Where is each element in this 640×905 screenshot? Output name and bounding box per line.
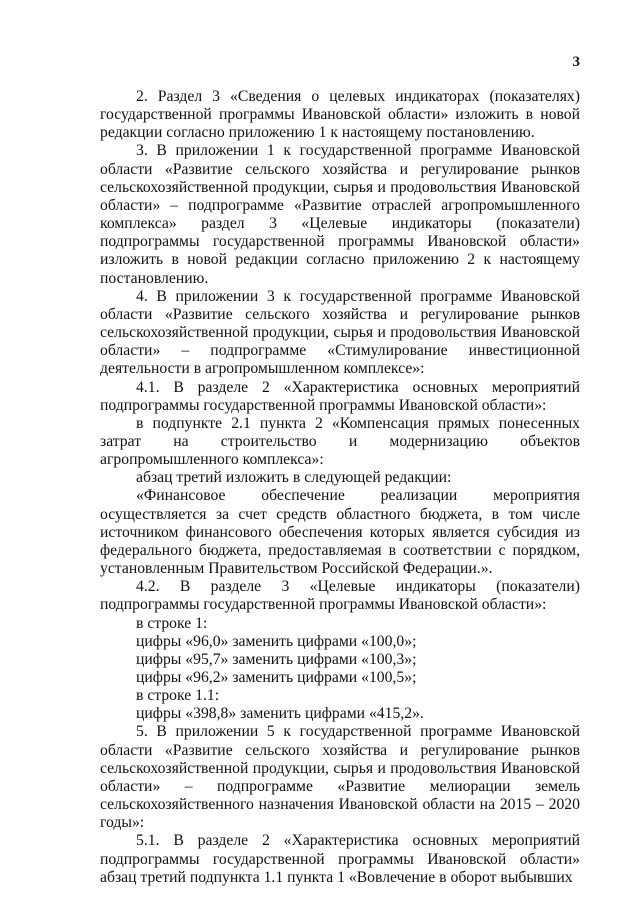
row-1-change-1: цифры «96,0» заменить цифрами «100,0»; xyxy=(136,632,417,650)
paragraph-5-1: 5.1. В разделе 2 «Характеристика основных мероприятий подпрограммы государственной программы Ивановской области» абзац третий подпункта 1.1 пункта 1 «Вовлечение в оборот выбывших xyxy=(100,832,580,886)
paragraph-4-1-financing: «Финансовое обеспечение реализации мероприятия осуществляется за счет средств областного бюджета, в том числе источником финансового обеспечения которых является субсидия из федерального бюджета, предоставляемая в соответствии с порядком, установленным Правительством Российской Федерации.». xyxy=(100,487,580,578)
paragraph-4-2: 4.2. В разделе 3 «Целевые индикаторы (показатели) подпрограммы государственной программы Ивановской области»: xyxy=(100,578,580,614)
row-1-label: в строке 1: xyxy=(136,614,208,632)
row-1-change-2: цифры «95,7» заменить цифрами «100,3»; xyxy=(136,650,417,668)
paragraph-4-1-subpoint: в подпункте 2.1 пункта 2 «Компенсация прямых понесенных затрат на строительство и модернизацию объектов агропромышленного комплекса»: xyxy=(100,414,580,469)
row-1-change-3: цифры «96,2» заменить цифрами «100,5»; xyxy=(136,669,417,686)
paragraph-3: 3. В приложении 1 к государственной программе Ивановской области «Развитие сельского хозяйства и регулирование рынков сельскохозяйственной продукции, сырья и продовольствия Ивановской области» – подпрограмме «Развитие отраслей агропромышленного комплекса» раздел 3 «Целевые индикаторы (показатели) подпрограммы государственной программы Ивановской области» изложить в новой редакции согласно приложению 2 к настоящему постановлению. xyxy=(100,142,580,287)
paragraph-5: 5. В приложении 5 к государственной программе Ивановской области «Развитие сельского хозяйства и регулирование рынков сельскохозяйственной продукции, сырья и продовольствия Ивановской области» – подпрограмме «Развитие мелиорации земель сельскохозяйственного назначения Ивановской области на 2015 – 2020 годы»: xyxy=(100,723,580,832)
document-body xyxy=(100,88,580,887)
row-1-1-label: в строке 1.1: xyxy=(136,687,220,705)
row-1-1-change: цифры «398,8» заменить цифрами «415,2». xyxy=(136,705,424,723)
paragraph-2: 2. Раздел 3 «Сведения о целевых индикаторах (показателях) государственной программы Ивановской области» изложить в новой редакции согласно приложению 1 к настоящему постановлению. xyxy=(100,88,580,142)
paragraph-4-1: 4.1. В разделе 2 «Характеристика основных мероприятий подпрограммы государственной программы Ивановской области»: xyxy=(100,378,580,414)
paragraph-4: 4. В приложении 3 к государственной программе Ивановской области «Развитие сельского хозяйства и регулирование рынков сельскохозяйственной продукции, сырья и продовольствия Ивановской области» – подпрограмме «Стимулирование инвестиционной деятельности в агропромышленном комплексе»: xyxy=(100,287,580,378)
paragraph-4-1-line: абзац третий изложить в следующей редакции: xyxy=(136,469,452,487)
page-number: 3 xyxy=(572,54,580,70)
